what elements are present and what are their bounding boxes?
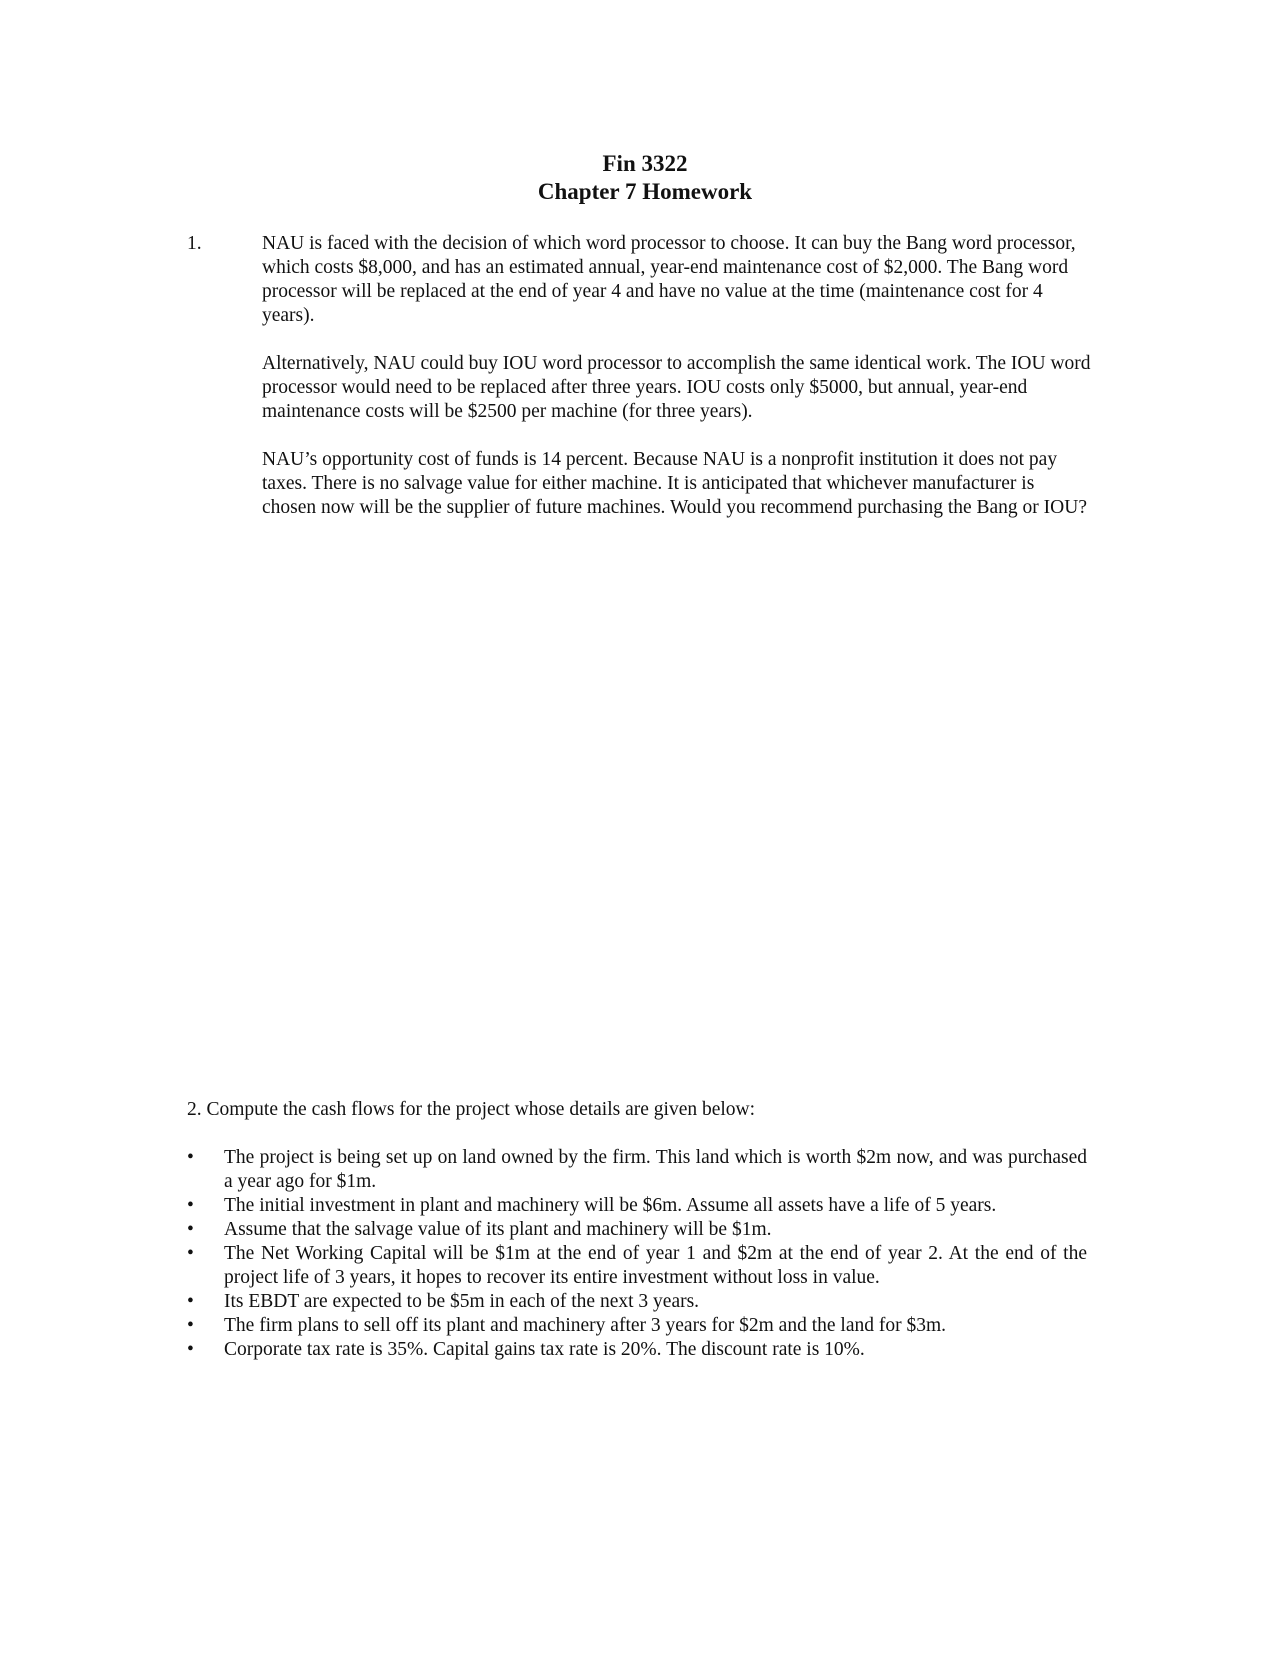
list-item [187, 1242, 1087, 1290]
list-item [187, 1146, 1087, 1194]
list-item-text: The firm plans to sell off its plant and machinery after 3 years for $2m and the land for $3m. [224, 1315, 947, 1336]
list-item-text: The initial investment in plant and machinery will be $6m. Assume all assets have a life of 5 years. [224, 1195, 997, 1216]
question-1-body [262, 232, 1092, 544]
bullet-icon: • [187, 1243, 194, 1264]
bullet-icon: • [187, 1315, 194, 1336]
question-2-intro: 2. Compute the cash flows for the project whose details are given below: [187, 1099, 756, 1120]
list-item [187, 1338, 1087, 1362]
list-item-text: The Net Working Capital will be $1m at the end of year 1 and $2m at the end of year 2. At the end of the project life of 3 years, it hopes to recover its entire investment without loss in value. [224, 1243, 1087, 1288]
bullet-icon: • [187, 1147, 194, 1168]
page-title: Chapter 7 Homework [537, 179, 753, 204]
list-item [187, 1218, 1087, 1242]
question-1-paragraph: Alternatively, NAU could buy IOU word processor to accomplish the same identical work. The IOU word processor would need to be replaced after three years. IOU costs only $5000, but annual, year-end maintenance costs will be $2500 per machine (for three years). [262, 353, 1091, 422]
list-item [187, 1290, 1087, 1314]
list-item-text: The project is being set up on land owned by the firm. This land which is worth $2m now, and was purchased a year ago for $1m. [224, 1147, 1087, 1192]
title-block [0, 150, 1280, 206]
bullet-icon: • [187, 1291, 194, 1312]
question-1-paragraph: NAU is faced with the decision of which word processor to choose. It can buy the Bang word processor, which costs $8,000, and has an estimated annual, year-end maintenance cost of $2,000. The Bang word processor will be replaced at the end of year 4 and have no value at the time (maintenance cost for 4 years). [262, 233, 1076, 326]
bullet-icon: • [187, 1219, 194, 1240]
bullet-icon: • [187, 1339, 194, 1360]
course-title: Fin 3322 [602, 151, 688, 176]
list-item-text: Corporate tax rate is 35%. Capital gains tax rate is 20%. The discount rate is 10%. [224, 1339, 865, 1360]
list-item-text: Its EBDT are expected to be $5m in each of the next 3 years. [224, 1291, 700, 1312]
question-1-number: 1. [187, 233, 202, 254]
list-item [187, 1194, 1087, 1218]
question-2-list [187, 1146, 1087, 1362]
bullet-icon: • [187, 1195, 194, 1216]
question-1-paragraph: NAU’s opportunity cost of funds is 14 percent. Because NAU is a nonprofit institution it does not pay taxes. There is no salvage value for either machine. It is anticipated that whichever manufacturer is chosen now will be the supplier of future machines. Would you recommend purchasing the Bang or IOU? [262, 449, 1087, 518]
list-item [187, 1314, 1087, 1338]
list-item-text: Assume that the salvage value of its plant and machinery will be $1m. [224, 1219, 772, 1240]
